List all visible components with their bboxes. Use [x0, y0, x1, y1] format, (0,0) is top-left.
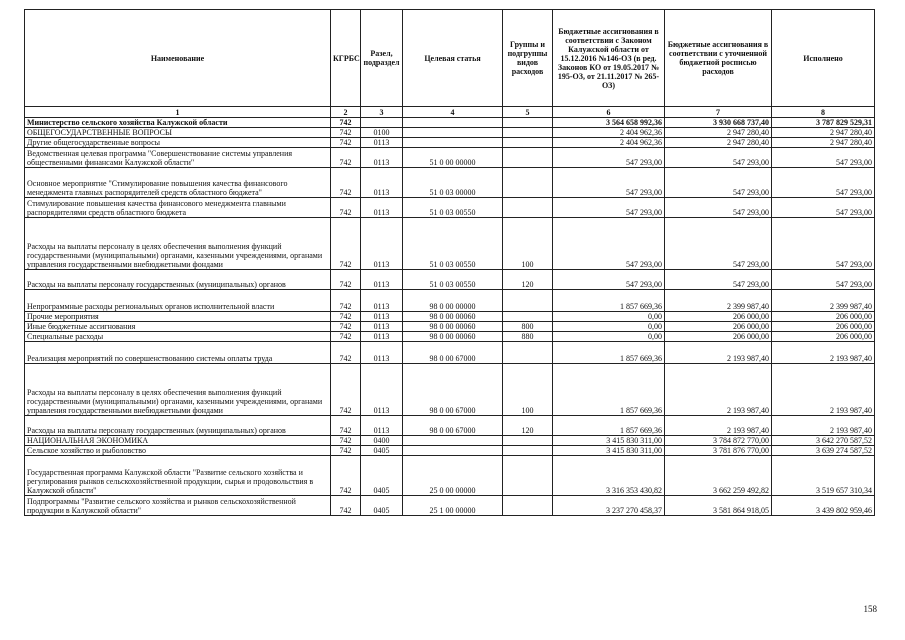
col-executed-header: Исполнено [772, 10, 875, 107]
row-approved-cell: 547 293,00 [553, 148, 665, 168]
row-executed-cell: 2 399 987,40 [772, 290, 875, 312]
row-executed-cell: 3 642 270 587,52 [772, 436, 875, 446]
table-row [25, 270, 875, 290]
table-row [25, 118, 875, 128]
row-refined-cell: 547 293,00 [665, 218, 772, 270]
row-target-cell: 98 0 00 67000 [403, 364, 503, 416]
row-kgrbs-cell: 742 [331, 446, 361, 456]
row-kgrbs-cell: 742 [331, 290, 361, 312]
row-executed-cell: 547 293,00 [772, 148, 875, 168]
row-target-cell: 98 0 00 67000 [403, 416, 503, 436]
row-executed-cell: 3 787 829 529,31 [772, 118, 875, 128]
col-number: 1 [25, 107, 331, 118]
row-group-cell: 120 [503, 416, 553, 436]
row-target-cell: 25 1 00 00000 [403, 496, 503, 516]
col-number: 5 [503, 107, 553, 118]
row-group-cell [503, 118, 553, 128]
row-approved-cell: 547 293,00 [553, 168, 665, 198]
row-kgrbs-cell: 742 [331, 138, 361, 148]
row-approved-cell: 0,00 [553, 322, 665, 332]
row-group-cell: 880 [503, 332, 553, 342]
row-name-cell: Реализация мероприятий по совершенствованию системы оплаты труда [25, 342, 331, 364]
table-row [25, 218, 875, 270]
row-refined-cell: 2 193 987,40 [665, 342, 772, 364]
row-refined-cell: 206 000,00 [665, 312, 772, 322]
row-approved-cell: 2 404 962,36 [553, 128, 665, 138]
row-target-cell [403, 138, 503, 148]
row-name-cell: Государственная программа Калужской области "Развитие сельского хозяйства и регулирования рынков сельскохозяйственной продукции, сырья и продовольствия в Калужской области" [25, 456, 331, 496]
row-section-cell: 0113 [361, 198, 403, 218]
row-refined-cell: 2 399 987,40 [665, 290, 772, 312]
row-refined-cell: 3 781 876 770,00 [665, 446, 772, 456]
row-kgrbs-cell: 742 [331, 270, 361, 290]
row-name-cell: Стимулирование повышения качества финансового менеджмента главными распорядителями средств областного бюджета [25, 198, 331, 218]
row-refined-cell: 3 662 259 492,82 [665, 456, 772, 496]
budget-table [24, 9, 875, 516]
row-name-cell: Расходы на выплаты персоналу государственных (муниципальных) органов [25, 416, 331, 436]
row-executed-cell: 206 000,00 [772, 322, 875, 332]
row-approved-cell: 3 415 830 311,00 [553, 436, 665, 446]
row-section-cell: 0113 [361, 322, 403, 332]
row-approved-cell: 1 857 669,36 [553, 364, 665, 416]
table-row [25, 496, 875, 516]
table-row [25, 290, 875, 312]
row-approved-cell: 1 857 669,36 [553, 416, 665, 436]
row-section-cell: 0405 [361, 496, 403, 516]
row-group-cell [503, 436, 553, 446]
row-target-cell: 98 0 00 00060 [403, 322, 503, 332]
row-name-cell: Специальные расходы [25, 332, 331, 342]
table-row [25, 312, 875, 322]
row-name-cell: НАЦИОНАЛЬНАЯ ЭКОНОМИКА [25, 436, 331, 446]
page-number: 158 [863, 604, 877, 614]
row-refined-cell: 3 581 864 918,05 [665, 496, 772, 516]
row-target-cell [403, 446, 503, 456]
row-section-cell: 0113 [361, 218, 403, 270]
row-group-cell: 800 [503, 322, 553, 332]
row-kgrbs-cell: 742 [331, 148, 361, 168]
row-target-cell: 25 0 00 00000 [403, 456, 503, 496]
row-executed-cell: 547 293,00 [772, 198, 875, 218]
row-approved-cell: 547 293,00 [553, 270, 665, 290]
row-group-cell [503, 148, 553, 168]
row-name-cell: Расходы на выплаты персоналу в целях обеспечения выполнения функций государственными (муниципальными) органами, казенными учреждениями, органами управления государственными внебюджетными фондами [25, 364, 331, 416]
row-group-cell [503, 198, 553, 218]
row-group-cell [503, 342, 553, 364]
table-row [25, 332, 875, 342]
row-refined-cell: 2 947 280,40 [665, 128, 772, 138]
row-group-cell [503, 290, 553, 312]
row-target-cell: 98 0 00 67000 [403, 342, 503, 364]
row-target-cell: 98 0 00 00060 [403, 332, 503, 342]
row-section-cell: 0405 [361, 456, 403, 496]
row-approved-cell: 0,00 [553, 312, 665, 322]
table-row [25, 148, 875, 168]
row-target-cell: 51 0 03 00550 [403, 198, 503, 218]
row-kgrbs-cell: 742 [331, 128, 361, 138]
table-header [25, 10, 875, 118]
row-section-cell: 0113 [361, 138, 403, 148]
row-name-cell: Расходы на выплаты персоналу в целях обеспечения выполнения функций государственными (муниципальными) органами, казенными учреждениями, органами управления государственными внебюджетными фондами [25, 218, 331, 270]
row-group-cell: 120 [503, 270, 553, 290]
row-group-cell: 100 [503, 218, 553, 270]
row-approved-cell: 1 857 669,36 [553, 290, 665, 312]
row-executed-cell: 547 293,00 [772, 218, 875, 270]
table-row [25, 436, 875, 446]
row-name-cell: Иные бюджетные ассигнования [25, 322, 331, 332]
row-executed-cell: 2 947 280,40 [772, 138, 875, 148]
row-approved-cell: 547 293,00 [553, 198, 665, 218]
row-approved-cell: 3 237 270 458,37 [553, 496, 665, 516]
row-target-cell: 51 0 03 00550 [403, 218, 503, 270]
row-refined-cell: 206 000,00 [665, 332, 772, 342]
row-name-cell: Сельское хозяйство и рыболовство [25, 446, 331, 456]
table-row [25, 342, 875, 364]
row-name-cell: Расходы на выплаты персоналу государственных (муниципальных) органов [25, 270, 331, 290]
row-group-cell [503, 138, 553, 148]
table-row [25, 322, 875, 332]
table-row [25, 446, 875, 456]
col-kgrbs-header: КГРБС [331, 10, 361, 107]
row-executed-cell: 2 193 987,40 [772, 364, 875, 416]
row-executed-cell: 206 000,00 [772, 312, 875, 322]
row-section-cell [361, 118, 403, 128]
row-name-cell: Подпрограммы "Развитие сельского хозяйства и рынков сельскохозяйственной продукции в Калужской области" [25, 496, 331, 516]
row-target-cell [403, 436, 503, 446]
row-target-cell [403, 128, 503, 138]
row-name-cell: Ведомственная целевая программа "Совершенствование системы управления общественными финансами Калужской области" [25, 148, 331, 168]
row-group-cell [503, 312, 553, 322]
row-section-cell: 0113 [361, 332, 403, 342]
row-section-cell: 0113 [361, 168, 403, 198]
row-section-cell: 0113 [361, 364, 403, 416]
table-body [25, 118, 875, 516]
col-number: 3 [361, 107, 403, 118]
row-name-cell: Другие общегосударственные вопросы [25, 138, 331, 148]
row-kgrbs-cell: 742 [331, 168, 361, 198]
row-kgrbs-cell: 742 [331, 198, 361, 218]
table-row [25, 456, 875, 496]
row-group-cell [503, 456, 553, 496]
row-target-cell [403, 118, 503, 128]
row-approved-cell: 2 404 962,36 [553, 138, 665, 148]
row-executed-cell: 3 639 274 587,52 [772, 446, 875, 456]
row-group-cell [503, 496, 553, 516]
row-approved-cell: 3 564 658 992,36 [553, 118, 665, 128]
row-refined-cell: 2 947 280,40 [665, 138, 772, 148]
row-kgrbs-cell: 742 [331, 364, 361, 416]
row-refined-cell: 3 784 872 770,00 [665, 436, 772, 446]
row-kgrbs-cell: 742 [331, 456, 361, 496]
row-name-cell: Непрограммные расходы региональных органов исполнительной власти [25, 290, 331, 312]
row-executed-cell: 547 293,00 [772, 270, 875, 290]
table-row [25, 138, 875, 148]
col-refined-header: Бюджетные ассигнования в соответствии с уточненной бюджетной росписью расходов [665, 10, 772, 107]
row-name-cell: Прочие мероприятия [25, 312, 331, 322]
row-executed-cell: 2 193 987,40 [772, 342, 875, 364]
col-target-header: Целевая статья [403, 10, 503, 107]
col-number: 4 [403, 107, 503, 118]
row-refined-cell: 547 293,00 [665, 168, 772, 198]
row-name-cell: Министерство сельского хозяйства Калужской области [25, 118, 331, 128]
row-kgrbs-cell: 742 [331, 416, 361, 436]
col-number: 8 [772, 107, 875, 118]
row-approved-cell: 0,00 [553, 332, 665, 342]
row-executed-cell: 2 947 280,40 [772, 128, 875, 138]
row-section-cell: 0400 [361, 436, 403, 446]
row-group-cell: 100 [503, 364, 553, 416]
row-target-cell: 51 0 03 00550 [403, 270, 503, 290]
row-approved-cell: 3 316 353 430,82 [553, 456, 665, 496]
col-approved-header: Бюджетные ассигнования в соответствии с Законом Калужской области от 15.12.2016 №146-ОЗ (в ред. Законов КО от 19.05.2017 № 195-ОЗ, от 21.11.2017 № 265-ОЗ) [553, 10, 665, 107]
row-target-cell: 51 0 03 00000 [403, 168, 503, 198]
table-row [25, 364, 875, 416]
row-section-cell: 0113 [361, 270, 403, 290]
row-section-cell: 0113 [361, 312, 403, 322]
row-kgrbs-cell: 742 [331, 496, 361, 516]
row-kgrbs-cell: 742 [331, 332, 361, 342]
table-row [25, 128, 875, 138]
table-row [25, 416, 875, 436]
row-section-cell: 0113 [361, 416, 403, 436]
row-refined-cell: 206 000,00 [665, 322, 772, 332]
row-refined-cell: 547 293,00 [665, 198, 772, 218]
row-approved-cell: 3 415 830 311,00 [553, 446, 665, 456]
row-group-cell [503, 446, 553, 456]
row-kgrbs-cell: 742 [331, 436, 361, 446]
col-name-header: Наименование [25, 10, 331, 107]
col-section-header: Разел, подраздел [361, 10, 403, 107]
row-executed-cell: 547 293,00 [772, 168, 875, 198]
row-executed-cell: 3 439 802 959,46 [772, 496, 875, 516]
row-group-cell [503, 168, 553, 198]
row-executed-cell: 206 000,00 [772, 332, 875, 342]
row-kgrbs-cell: 742 [331, 118, 361, 128]
row-name-cell: ОБЩЕГОСУДАРСТВЕННЫЕ ВОПРОСЫ [25, 128, 331, 138]
row-refined-cell: 2 193 987,40 [665, 416, 772, 436]
row-refined-cell: 2 193 987,40 [665, 364, 772, 416]
table-row [25, 198, 875, 218]
row-approved-cell: 547 293,00 [553, 218, 665, 270]
row-target-cell: 98 0 00 00000 [403, 290, 503, 312]
row-kgrbs-cell: 742 [331, 322, 361, 332]
row-section-cell: 0405 [361, 446, 403, 456]
row-target-cell: 51 0 00 00000 [403, 148, 503, 168]
row-approved-cell: 1 857 669,36 [553, 342, 665, 364]
row-executed-cell: 3 519 657 310,34 [772, 456, 875, 496]
row-refined-cell: 3 930 668 737,40 [665, 118, 772, 128]
row-group-cell [503, 128, 553, 138]
col-number: 7 [665, 107, 772, 118]
table-row [25, 168, 875, 198]
col-number: 6 [553, 107, 665, 118]
row-executed-cell: 2 193 987,40 [772, 416, 875, 436]
row-section-cell: 0113 [361, 290, 403, 312]
row-refined-cell: 547 293,00 [665, 148, 772, 168]
row-kgrbs-cell: 742 [331, 342, 361, 364]
col-groups-header: Группы и подгруппы видов расходов [503, 10, 553, 107]
col-number: 2 [331, 107, 361, 118]
row-target-cell: 98 0 00 00060 [403, 312, 503, 322]
row-kgrbs-cell: 742 [331, 218, 361, 270]
row-section-cell: 0100 [361, 128, 403, 138]
row-refined-cell: 547 293,00 [665, 270, 772, 290]
row-name-cell: Основное мероприятие "Стимулирование повышения качества финансового менеджмента главных распорядителей средств областного бюджета" [25, 168, 331, 198]
row-section-cell: 0113 [361, 342, 403, 364]
row-section-cell: 0113 [361, 148, 403, 168]
row-kgrbs-cell: 742 [331, 312, 361, 322]
